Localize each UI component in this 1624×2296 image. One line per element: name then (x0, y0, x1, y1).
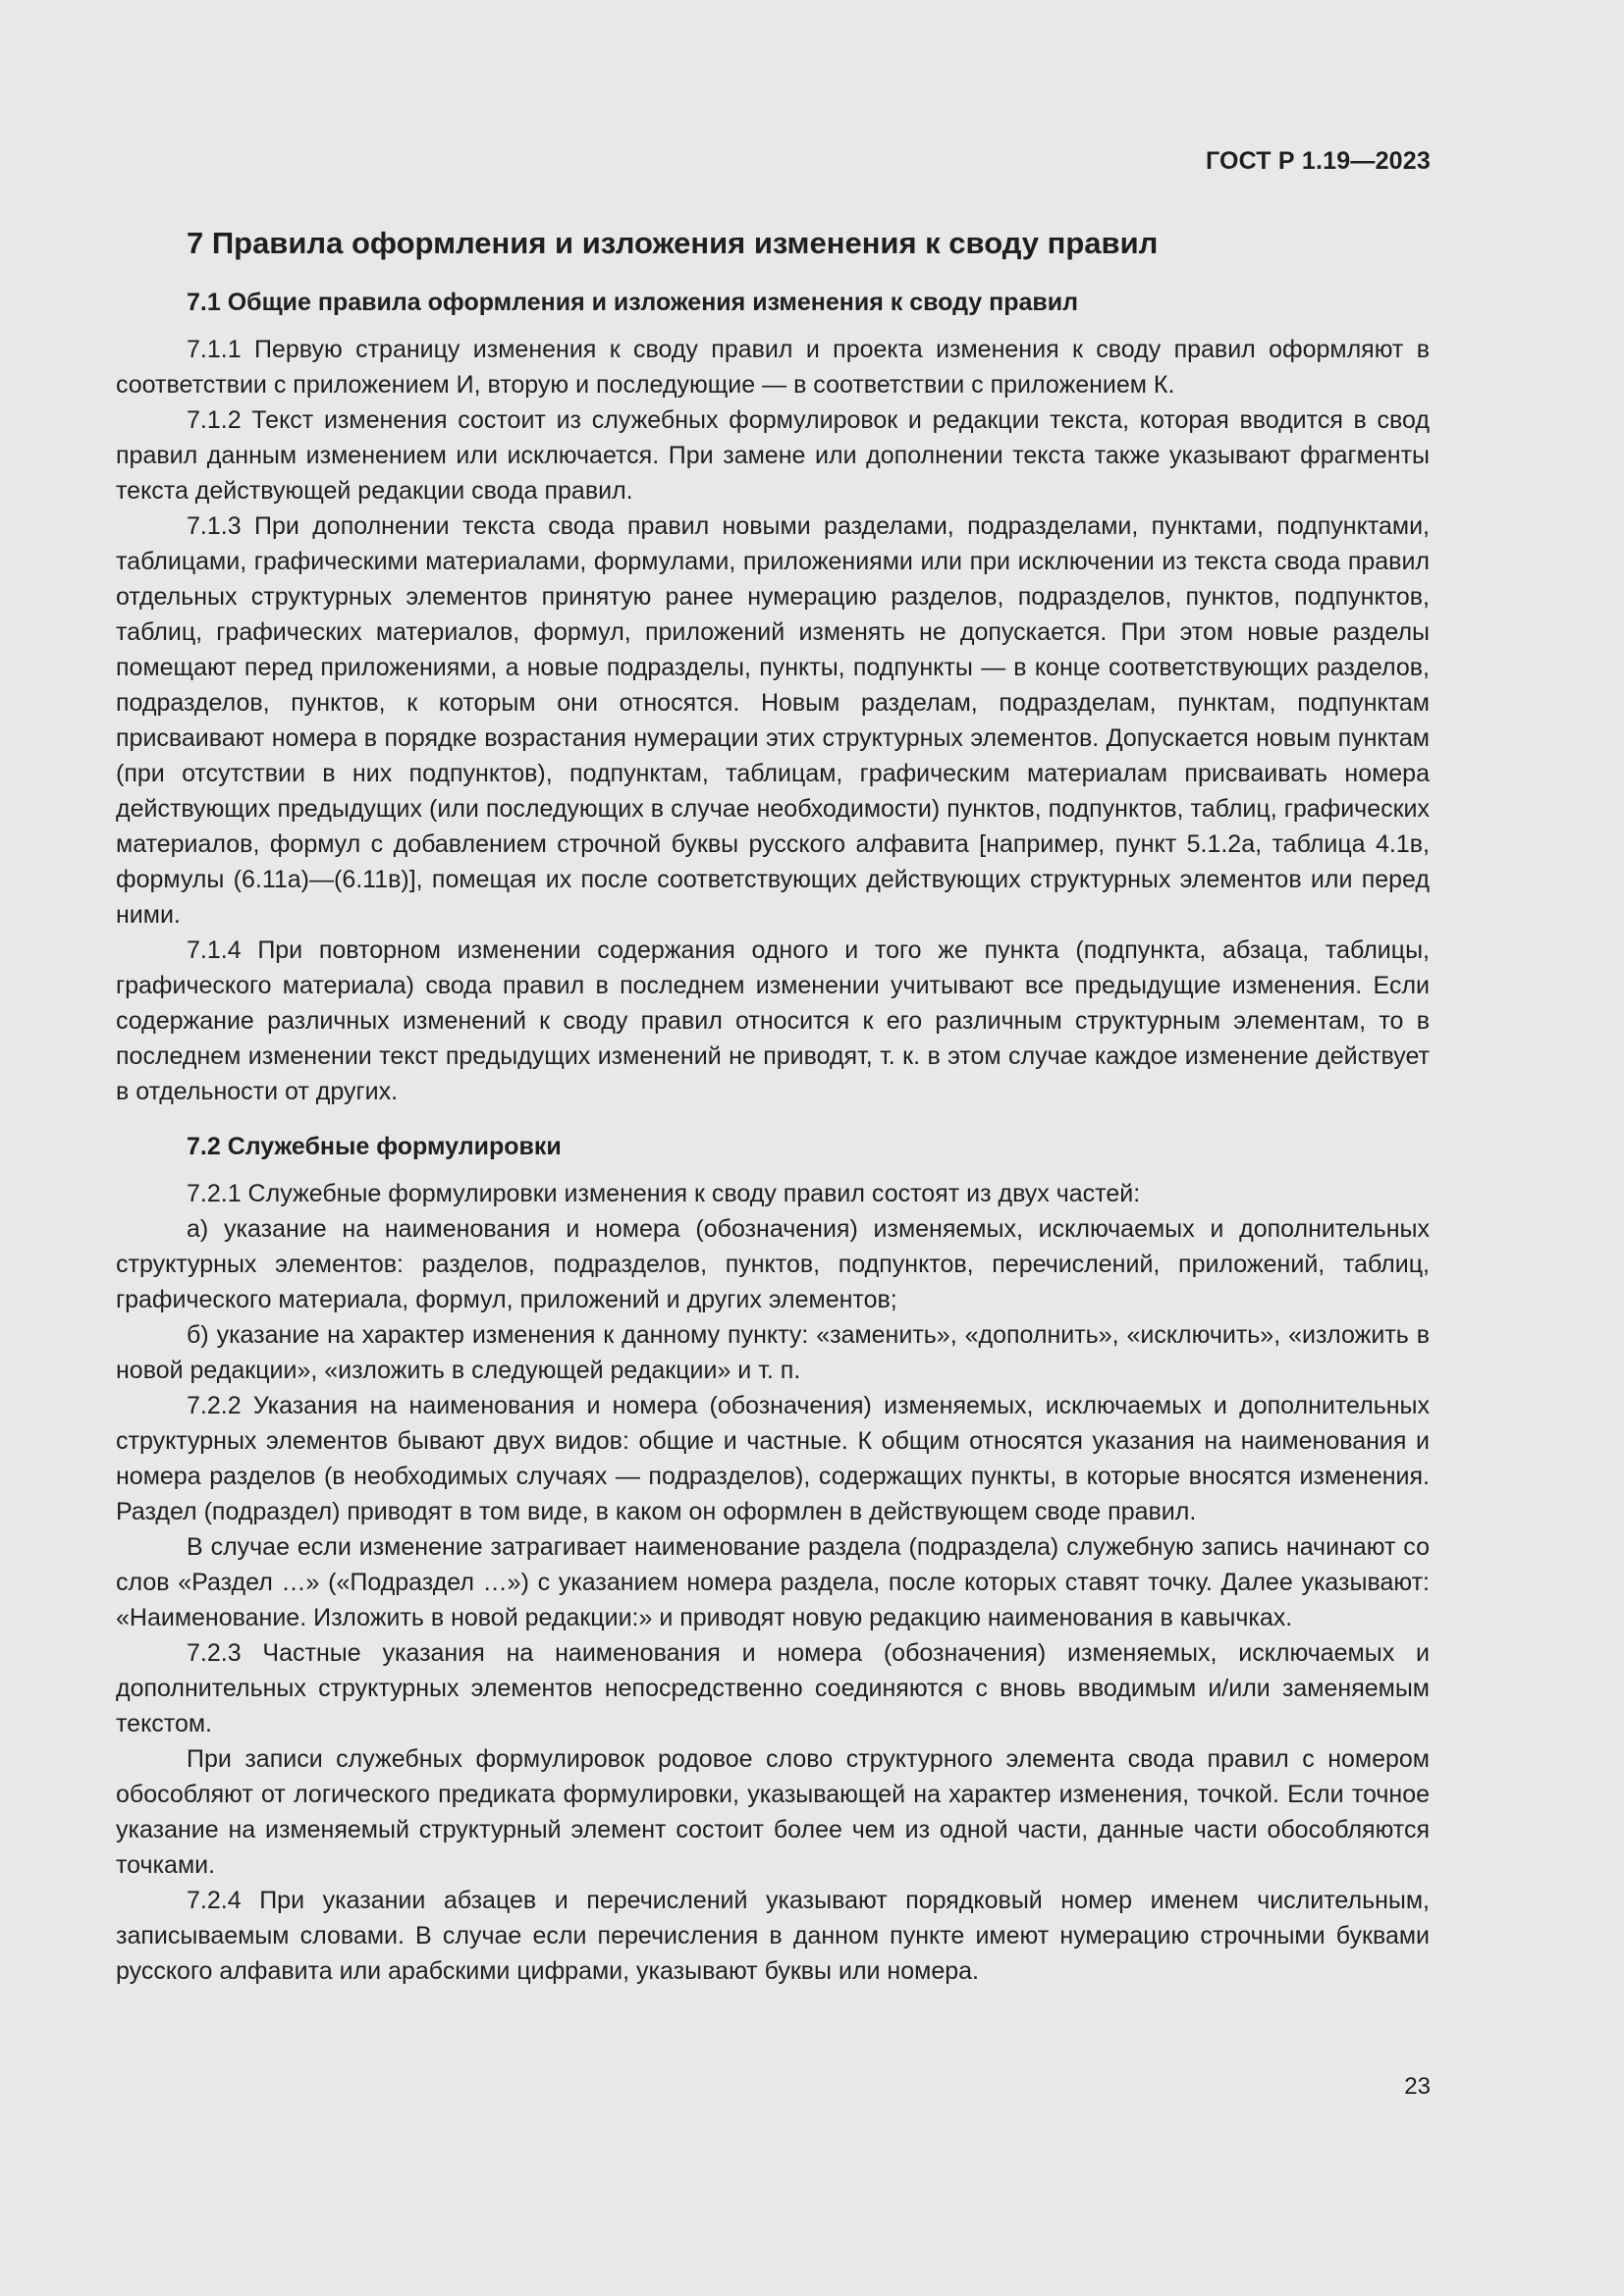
page-number: 23 (1404, 2073, 1431, 2100)
paragraph-7-2-2: 7.2.2 Указания на наименования и номера (обозначения) изменяемых, исключаемых и дополнительных структурных элементов бывают двух видов: общие и частные. К общим относятся указания на наименования и номера разделов (в необходимых случаях — подразделов), содержащих пункты, в которые вносятся изменения. Раздел (подраздел) приводят в том виде, в каком он оформлен в действующем своде правил. (116, 1392, 1430, 1525)
paragraph-7-2-3-continued: При записи служебных формулировок родовое слово структурного элемента свода правил с номером обособляют от логического предиката формулировки, указывающей на характер изменения, точкой. Если точное указание на изменяемый структурный элемент состоит более чем из одной части, данные части обособляются точками. (116, 1745, 1430, 1879)
paragraph-7-2-3: 7.2.3 Частные указания на наименования и номера (обозначения) изменяемых, исключаемых и дополнительных структурных элементов непосредственно соединяются с вновь вводимым и/или заменяемым текстом. (116, 1639, 1430, 1737)
paragraph-7-1-1: 7.1.1 Первую страницу изменения к своду правил и проекта изменения к своду правил оформляют в соответствии с приложением И, вторую и последующие — в соответствии с приложением К. (116, 336, 1430, 399)
paragraph-7-1-3: 7.1.3 При дополнении текста свода правил новыми разделами, подразделами, пунктами, подпунктами, таблицами, графическими материалами, формулами, приложениями или при исключении из текста свода правил отдельных структурных элементов принятую ранее нумерацию разделов, подразделов, пунктов, подпунктов, таблиц, графических материалов, формул, приложений изменять не допускается. При этом новые разделы помещают перед приложениями, а новые подразделы, пункты, подпункты — в конце соответствующих разделов, подразделов, пунктов, к которым они относятся. Новым разделам, подразделам, пунктам, подпунктам присваивают номера в порядке возрастания нумерации этих структурных элементов. Допускается новым пунктам (при отсутствии в них подпунктов), подпунктам, таблицам, графическим материалам присваивать номера действующих предыдущих (или последующих в случае необходимости) пунктов, подпунктов, таблиц, графических материалов, формул с добавлением строчной буквы русского алфавита [например, пункт 5.1.2а, таблица 4.1в, формулы (6.11а)—(6.11в)], помещая их после соответствующих действующих структурных элементов или перед ними. (116, 512, 1430, 929)
paragraph-7-2-1: 7.2.1 Служебные формулировки изменения к своду правил состоят из двух частей: (187, 1180, 1141, 1207)
subsection-7-1-heading: 7.1 Общие правила оформления и изложения изменения к своду правил (187, 289, 1079, 316)
document-code: ГОСТ Р 1.19—2023 (1205, 147, 1431, 175)
paragraph-7-2-4: 7.2.4 При указании абзацев и перечислений указывают порядковый номер именем числительным, записываемым словами. В случае если перечисления в данном пункте имеют нумерацию строчными буквами русского алфавита или арабскими цифрами, указывают буквы или номера. (116, 1887, 1430, 1985)
paragraph-7-1-2: 7.1.2 Текст изменения состоит из служебных формулировок и редакции текста, которая вводится в свод правил данным изменением или исключается. При замене или дополнении текста также указывают фрагменты текста действующей редакции свода правил. (116, 406, 1430, 505)
list-item-b: б) указание на характер изменения к данному пункту: «заменить», «дополнить», «исключить», «изложить в новой редакции», «изложить в следующей редакции» и т. п. (116, 1321, 1430, 1384)
list-item-a: а) указание на наименования и номера (обозначения) изменяемых, исключаемых и дополнительных структурных элементов: разделов, подразделов, пунктов, подпунктов, перечислений, приложений, таблиц, графического материала, формул, приложений и других элементов; (116, 1215, 1430, 1313)
paragraph-7-2-2-continued: В случае если изменение затрагивает наименование раздела (подраздела) служебную запись начинают со слов «Раздел …» («Подраздел …») с указанием номера раздела, после которых ставят точку. Далее указывают: «Наименование. Изложить в новой редакции:» и приводят новую редакцию наименования в кавычках. (116, 1533, 1430, 1631)
paragraph-7-1-4: 7.1.4 При повторном изменении содержания одного и того же пункта (подпункта, абзаца, таблицы, графического материала) свода правил в последнем изменении учитывают все предыдущие изменения. Если содержание различных изменений к своду правил относится к его различным структурным элементам, то в последнем изменении текст предыдущих изменений не приводят, т. к. в этом случае каждое изменение действует в отдельности от других. (116, 936, 1430, 1105)
page-content (116, 222, 1430, 1989)
section-7-heading: 7 Правила оформления и изложения изменения к своду правил (187, 226, 1159, 260)
subsection-7-2-heading: 7.2 Служебные формулировки (187, 1133, 562, 1160)
